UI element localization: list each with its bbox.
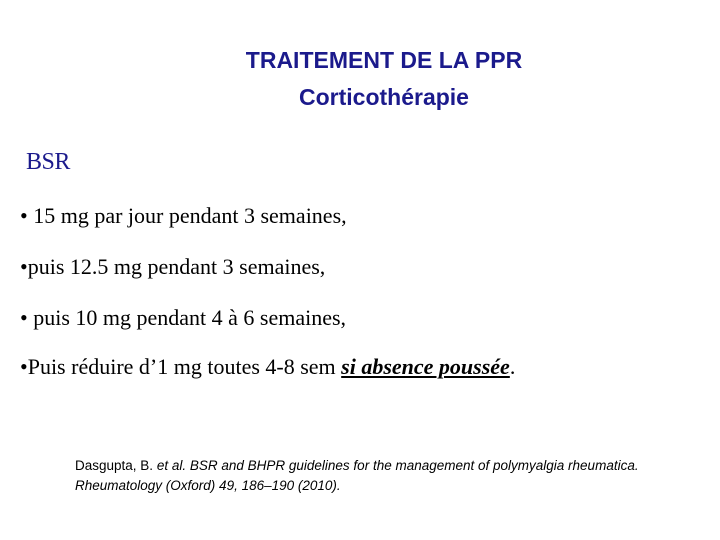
- bullet-text-end: .: [509, 354, 516, 379]
- slide-subtitle: Corticothérapie: [299, 84, 469, 110]
- bullet-text: •Puis réduire d’1 mg toutes 4-8 sem: [20, 354, 342, 379]
- bullet-emphasis: si absence poussée: [341, 354, 510, 379]
- section-heading: BSR: [26, 149, 70, 175]
- citation-etal: et al.: [156, 458, 187, 473]
- citation-authors: Dasgupta, B.: [75, 458, 157, 473]
- bullet-item: • puis 10 mg pendant 4 à 6 semaines,: [20, 305, 347, 330]
- bullet-item: [20, 356, 515, 378]
- citation: [75, 456, 675, 496]
- bullet-item: •puis 12.5 mg pendant 3 semaines,: [20, 254, 326, 279]
- bullet-item: • 15 mg par jour pendant 3 semaines,: [20, 203, 347, 228]
- citation-text: BSR and BHPR guidelines for the management of polymyalgia rheumatica. Rheumatology (Oxford) 49, 186–190 (2010).: [75, 458, 639, 493]
- slide-title: TRAITEMENT DE LA PPR: [245, 47, 523, 73]
